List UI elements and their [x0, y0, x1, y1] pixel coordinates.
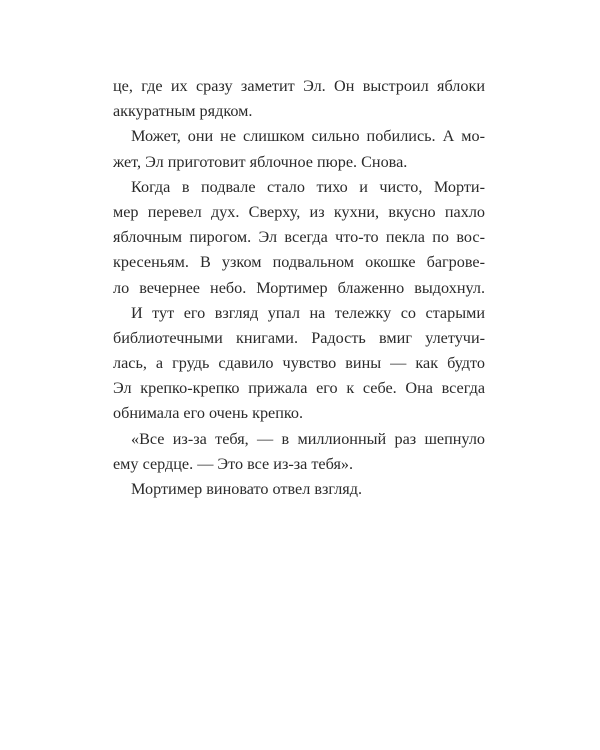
text-line: це, где их сразу заметит Эл. Он выстроил яблоки — [113, 77, 485, 95]
body-text — [113, 74, 485, 502]
text-line: Эл крепко-крепко прижала его к себе. Она всегда — [113, 379, 485, 398]
text-line: Когда в подвале стало тихо и чисто, Морти- — [131, 177, 485, 196]
text-line: обнимала его очень крепко. — [113, 404, 304, 423]
text-line: яблочным пирогом. Эл всегда что-то пекла по вос- — [113, 228, 485, 247]
text-line: кресеньям. В узком подвальном окошке багрове- — [113, 253, 485, 272]
text-line: лась, а грудь сдавило чувство вины — как будто — [113, 354, 485, 373]
text-line: мер перевел дух. Сверху, из кухни, вкусно пахло — [113, 202, 485, 221]
text-line: жет, Эл приготовит яблочное пюре. Снова. — [113, 152, 408, 171]
text-line: «Все из-за тебя, — в миллионный раз шепнуло — [131, 429, 485, 448]
text-line: И тут его взгляд упал на тележку со старыми — [131, 303, 485, 322]
text-line: аккуратным рядком. — [113, 102, 253, 121]
text-line: ему сердце. — Это все из-за тебя». — [113, 454, 354, 473]
text-line: Мортимер виновато отвел взгляд. — [131, 480, 363, 498]
text-line: ло вечернее небо. Мортимер блаженно выдохнул. — [113, 278, 485, 297]
text-line: библиотечными книгами. Радость вмиг улетучи- — [113, 328, 485, 347]
text-line: Может, они не слишком сильно побились. А мо- — [131, 127, 485, 146]
